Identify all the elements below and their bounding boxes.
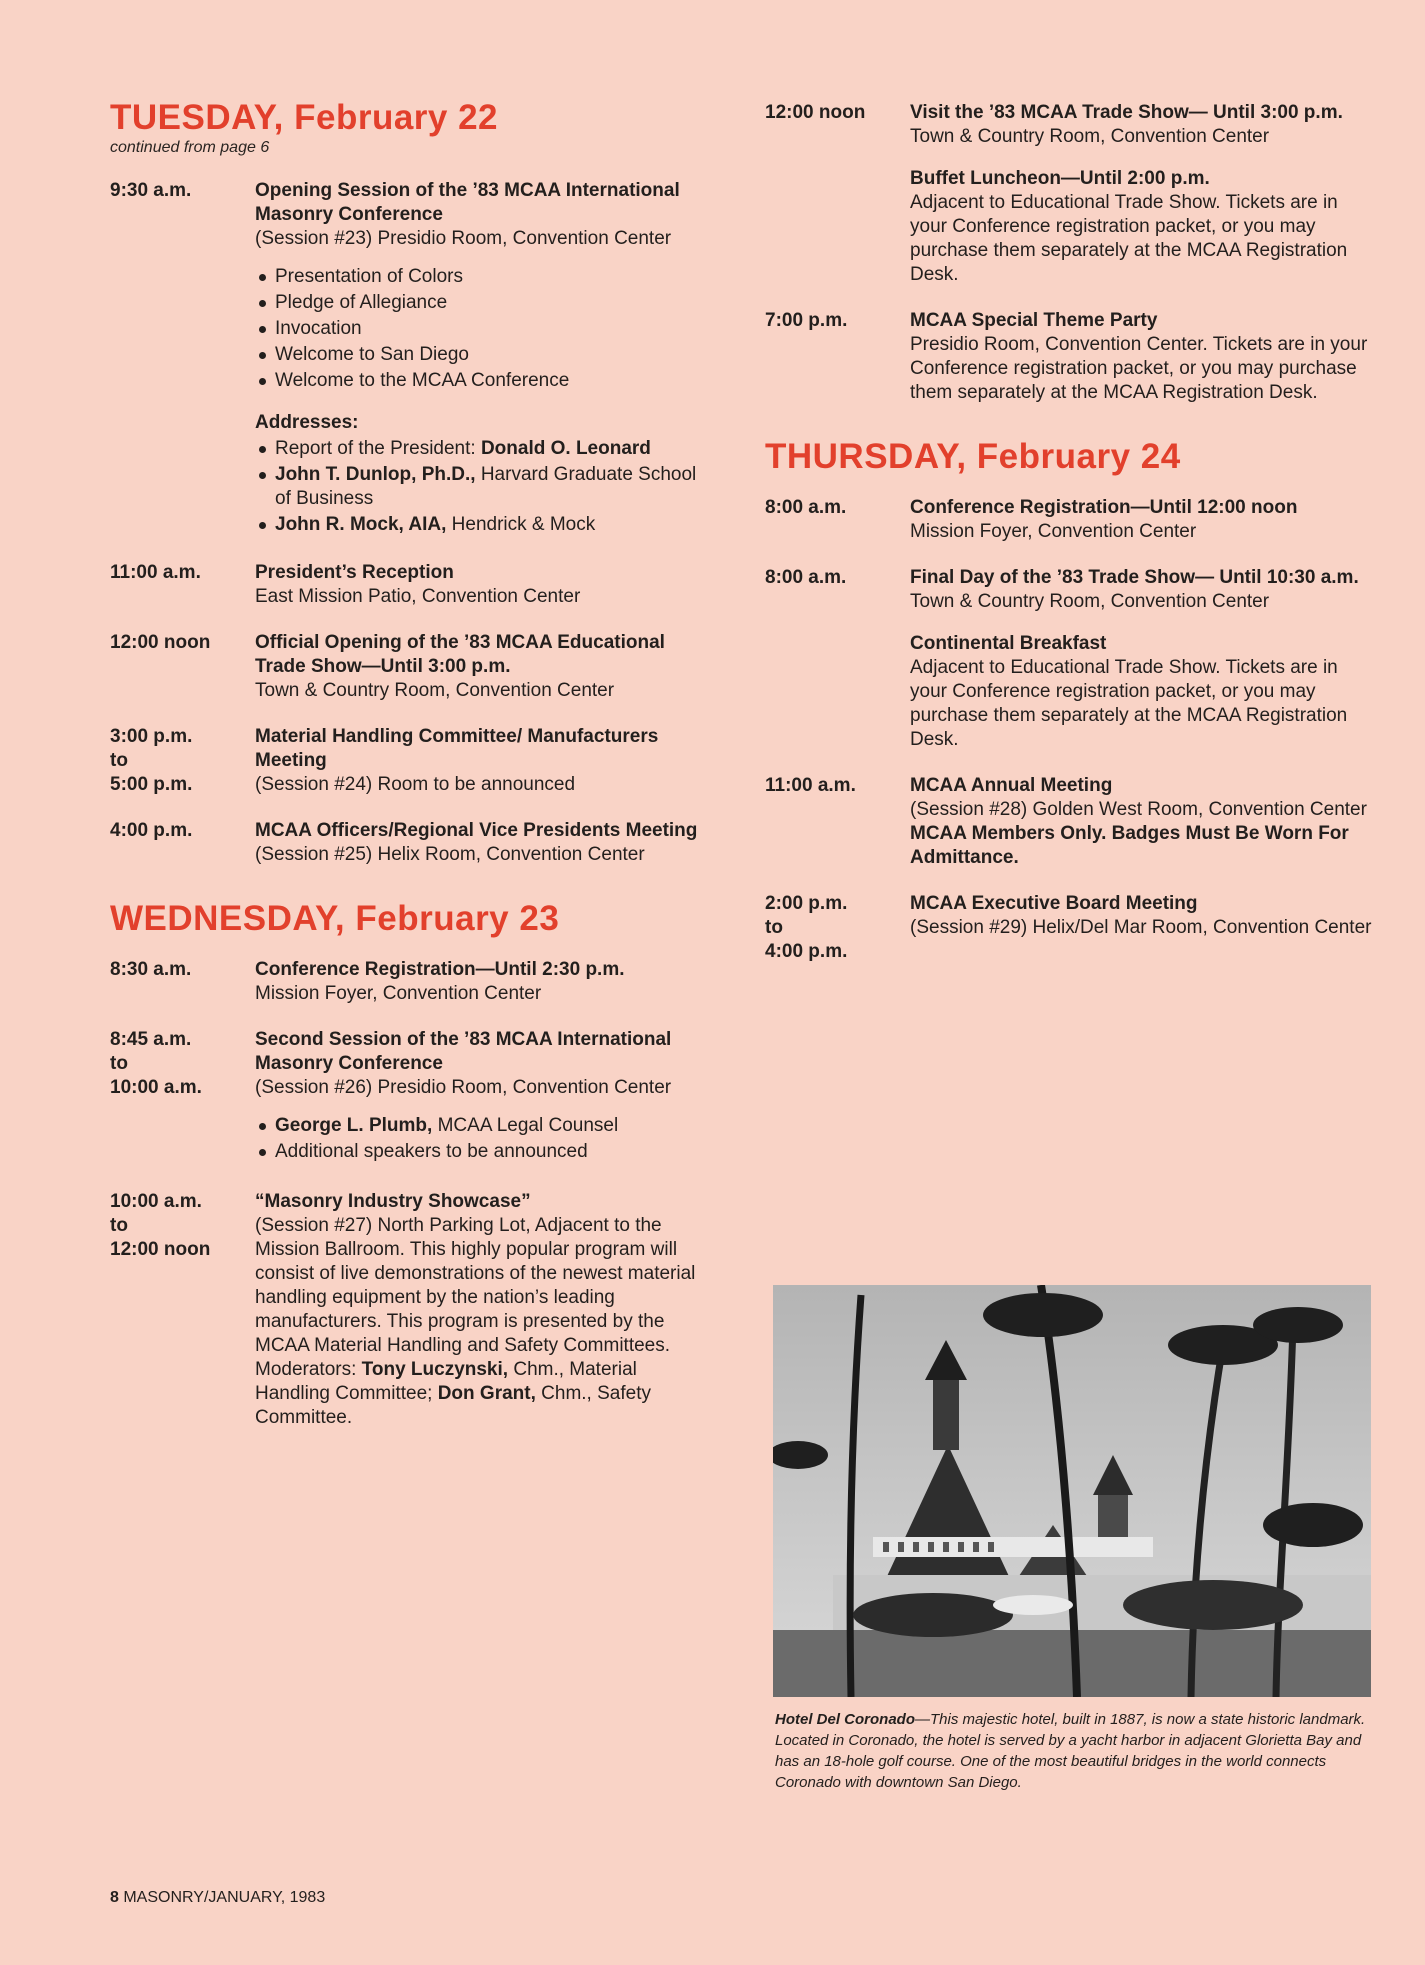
event-thu-registration: [765, 496, 1375, 544]
continued-note: continued from page 6: [110, 138, 270, 156]
event-detail: (Session #23) Presidio Room, Convention Center: [255, 227, 672, 249]
showcase-description: (Session #27) North Parking Lot, Adjacent to the Mission Ballroom. This highly popular program will consist of live demonstrations of the newest material handling equipment by the nation’s leading manufacturers. This program is presented by the MCAA Material Handling and Safety Committees. Moderators:: [255, 1214, 696, 1380]
event-time: [110, 1190, 255, 1430]
speaker-name: John R. Mock, AIA,: [275, 513, 447, 535]
event-detail: East Mission Patio, Convention Center: [255, 585, 581, 607]
luncheon-detail: Adjacent to Educational Trade Show. Tickets are in your Conference registration packet, or you may purchase them separately at the MCAA Registration Desk.: [910, 192, 1348, 285]
event-detail: (Session #28) Golden West Room, Convention Center: [910, 798, 1367, 820]
moderator-name: Tony Luczynski,: [361, 1358, 509, 1380]
event-time: 4:00 p.m.: [110, 819, 193, 841]
event-wed-registration: [110, 958, 710, 1006]
wednesday-heading: WEDNESDAY, February 23: [110, 898, 560, 938]
event-detail: Town & Country Room, Convention Center: [910, 126, 1270, 147]
photo-illustration: [773, 1285, 1371, 1697]
event-time: 8:00 a.m.: [765, 566, 847, 588]
event-committee-meeting: [110, 725, 710, 797]
event-time: 9:30 a.m.: [110, 179, 192, 201]
event-trade-show-visit: [765, 101, 1375, 287]
hotel-del-coronado-photo: [773, 1285, 1371, 1697]
list-item: [255, 463, 710, 511]
list-item: Presentation of Colors: [255, 265, 710, 289]
program-list: [255, 265, 710, 393]
breakfast-title: Continental Breakfast: [910, 632, 1107, 654]
event-title: Second Session of the ’83 MCAA International Masonry Conference: [255, 1028, 672, 1074]
event-title: Visit the ’83 MCAA Trade Show— Until 3:00 p.m.: [910, 102, 1343, 123]
event-second-session: [110, 1028, 710, 1166]
event-detail: (Session #29) Helix/Del Mar Room, Convention Center: [910, 916, 1372, 938]
breakfast-detail: Adjacent to Educational Trade Show. Tickets are in your Conference registration packet, or you may purchase them separately at the MCAA Registration Desk.: [910, 656, 1348, 750]
speaker-affiliation: Harvard Graduate School of Business: [275, 463, 697, 509]
event-detail: Town & Country Room, Convention Center: [910, 590, 1270, 612]
members-only-note: MCAA Members Only. Badges Must Be Worn For Admittance.: [910, 822, 1349, 868]
time-end: 10:00 a.m.: [110, 1076, 202, 1098]
moderator-role: Chm., Material Handling Committee;: [255, 1358, 637, 1404]
right-column: [765, 0, 1375, 964]
time-to: to: [765, 916, 783, 938]
event-detail: [255, 1214, 710, 1430]
list-item: [255, 1114, 710, 1138]
speaker-name: John T. Dunlop, Ph.D.,: [275, 463, 476, 485]
caption-title: Hotel Del Coronado: [775, 1711, 916, 1728]
event-title: Conference Registration—Until 2:30 p.m.: [255, 958, 625, 980]
event-title: MCAA Special Theme Party: [910, 310, 1158, 331]
speaker-name: George L. Plumb,: [275, 1114, 433, 1136]
event-detail: (Session #26) Presidio Room, Convention Center: [255, 1076, 672, 1098]
event-time: 11:00 a.m.: [765, 774, 856, 796]
list-item: [255, 513, 710, 537]
event-time: [110, 725, 255, 797]
page-number: 8: [110, 1889, 119, 1906]
time-start: 10:00 a.m.: [110, 1190, 202, 1212]
event-title: Official Opening of the ’83 MCAA Educational Trade Show—Until 3:00 p.m.: [255, 631, 665, 677]
event-title: Opening Session of the ’83 MCAA International Masonry Conference: [255, 179, 680, 225]
caption-text: —This majestic hotel, built in 1887, is now a state historic landmark. Located in Coronado, the hotel is served by a yacht harbor in adjacent Glorietta Bay and has an 18-hole golf course. One of the most beautiful bridges in the world connects Coronado with downtown San Diego.: [775, 1711, 1366, 1791]
event-theme-party: [765, 309, 1375, 405]
event-time: 11:00 a.m.: [110, 561, 201, 583]
left-column: [110, 0, 710, 1430]
event-time: 7:00 p.m.: [765, 310, 848, 331]
moderator-role: Chm., Safety Committee.: [255, 1382, 651, 1428]
list-item: Welcome to the MCAA Conference: [255, 369, 710, 393]
event-officers-meeting: [110, 819, 710, 867]
list-item: Welcome to San Diego: [255, 343, 710, 367]
addresses-label: Addresses:: [255, 411, 359, 433]
tuesday-heading: TUESDAY, February 22: [110, 98, 499, 137]
speakers-list: [255, 1114, 710, 1164]
event-time: 8:30 a.m.: [110, 958, 192, 980]
time-start: 8:45 a.m.: [110, 1028, 192, 1050]
list-item: Additional speakers to be announced: [255, 1140, 710, 1164]
event-title: MCAA Officers/Regional Vice Presidents Meeting: [255, 819, 698, 841]
event-title: Material Handling Committee/ Manufacturers Meeting: [255, 725, 659, 771]
speaker-role: MCAA Legal Counsel: [432, 1114, 619, 1136]
event-detail: (Session #25) Helix Room, Convention Center: [255, 843, 645, 865]
time-to: to: [110, 1052, 128, 1074]
time-to: to: [110, 749, 128, 771]
event-board-meeting: [765, 892, 1375, 964]
moderator-name: Don Grant,: [437, 1382, 536, 1404]
photo-caption: [775, 1709, 1375, 1793]
event-title: MCAA Annual Meeting: [910, 774, 1113, 796]
address-prefix: Report of the President:: [275, 437, 481, 459]
event-detail: Town & Country Room, Convention Center: [255, 679, 615, 701]
luncheon-title: Buffet Luncheon—Until 2:00 p.m.: [910, 168, 1210, 189]
event-trade-show-opening: [110, 631, 710, 703]
list-item: Invocation: [255, 317, 710, 341]
event-title: Conference Registration—Until 12:00 noon: [910, 496, 1298, 518]
publication-line: MASONRY/JANUARY, 1983: [118, 1889, 326, 1906]
thursday-heading: THURSDAY, February 24: [765, 437, 1181, 476]
event-time: [765, 892, 910, 964]
event-title: MCAA Executive Board Meeting: [910, 892, 1198, 914]
time-end: 12:00 noon: [110, 1238, 211, 1260]
time-start: 3:00 p.m.: [110, 725, 193, 747]
event-masonry-showcase: [110, 1190, 710, 1430]
time-to: to: [110, 1214, 128, 1236]
list-item: [255, 437, 710, 461]
event-time: [110, 1028, 255, 1166]
event-detail: (Session #24) Room to be announced: [255, 773, 576, 795]
page-footer: [110, 1889, 325, 1907]
event-detail: Mission Foyer, Convention Center: [910, 520, 1197, 542]
event-detail: Presidio Room, Convention Center. Tickets are in your Conference registration packet, or you may purchase them separately at the MCAA Registration Desk.: [910, 334, 1368, 403]
speaker-name: Donald O. Leonard: [480, 437, 651, 459]
event-title: “Masonry Industry Showcase”: [255, 1190, 531, 1212]
event-presidents-reception: [110, 561, 710, 609]
event-opening-session: [110, 179, 710, 539]
event-time: 12:00 noon: [110, 631, 211, 653]
list-item: Pledge of Allegiance: [255, 291, 710, 315]
event-title: Final Day of the ’83 Trade Show— Until 10:30 a.m.: [910, 566, 1359, 588]
time-start: 2:00 p.m.: [765, 892, 848, 914]
event-final-trade-show: [765, 566, 1375, 752]
event-time: 12:00 noon: [765, 102, 866, 123]
addresses-list: [255, 437, 710, 537]
time-end: 5:00 p.m.: [110, 773, 193, 795]
speaker-affiliation: Hendrick & Mock: [446, 513, 596, 535]
event-time: 8:00 a.m.: [765, 496, 847, 518]
event-title: President’s Reception: [255, 561, 454, 583]
time-end: 4:00 p.m.: [765, 940, 848, 962]
event-detail: Mission Foyer, Convention Center: [255, 982, 542, 1004]
event-annual-meeting: [765, 774, 1375, 870]
